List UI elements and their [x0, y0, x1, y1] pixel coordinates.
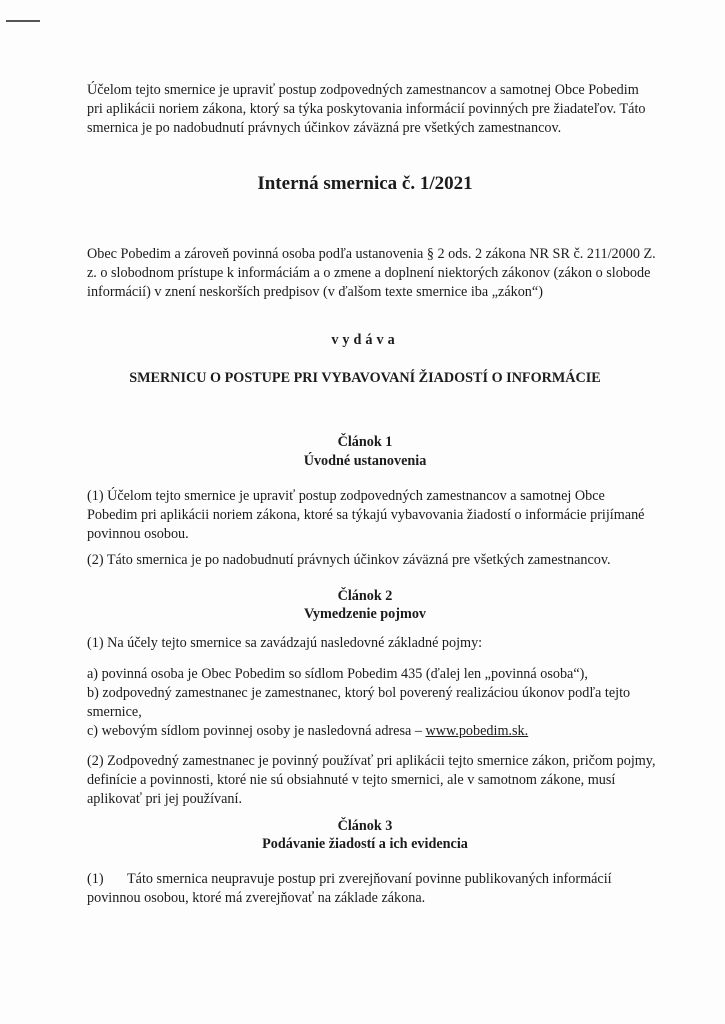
directive-heading: SMERNICU O POSTUPE PRI VYBAVOVANÍ ŽIADOSTÍ O INFORMÁCIE: [129, 370, 601, 386]
article-3-paragraph-1-number: (1): [87, 871, 104, 887]
scan-corner-mark: [6, 20, 40, 22]
item-c-text: c) webovým sídlom povinnej osoby je nasledovná adresa –: [87, 723, 426, 739]
article-2-item-c: [87, 722, 657, 741]
article-1-title: Úvodné ustanovenia: [303, 453, 427, 469]
article-2-item-a: a) povinná osoba je Obec Pobedim so sídlom Pobedim 435 (ďalej len „povinná osoba“),: [87, 666, 588, 682]
article-1-number: Článok 1: [337, 434, 393, 450]
article-3-paragraph-1: [87, 870, 657, 908]
article-3-number: Článok 3: [337, 818, 393, 834]
article-2-title: Vymedzenie pojmov: [303, 606, 427, 622]
article-2-number: Článok 2: [337, 588, 393, 604]
article-2-item-b: b) zodpovedný zamestnanec je zamestnanec, ktorý bol poverený realizáciou úkonov podľa tejto smernice,: [87, 685, 631, 720]
preamble-paragraph: Obec Pobedim a zároveň povinná osoba podľa ustanovenia § 2 ods. 2 zákona NR SR č. 211/2000 Z. z. o slobodnom prístupe k informáciám a o zmene a doplnení niektorých zákonov (zákon o slobode informácií) v znení neskorších predpisov (v ďalšom texte smernice iba „zákon“): [87, 246, 656, 300]
issues-word: vydáva: [331, 332, 399, 348]
article-3-paragraph-1-text: Táto smernica neupravuje postup pri zverejňovaní povinne publikovaných informácií povinnou osobou, ktoré má zverejňovať na základe zákona.: [87, 871, 612, 906]
document-title: Interná smernica č. 1/2021: [257, 173, 473, 194]
article-3-title: Podávanie žiadostí a ich evidencia: [262, 836, 468, 852]
website-link[interactable]: www.pobedim.sk.: [425, 723, 529, 739]
article-1-paragraph-1: (1) Účelom tejto smernice je upraviť postup zodpovedných zamestnancov a samotnej Obce Pobedim pri aplikácii noriem zákona, ktoré sa týkajú vybavovania žiadostí o informácie prijímané povinnou osobou.: [87, 488, 645, 542]
intro-paragraph: Účelom tejto smernice je upraviť postup zodpovedných zamestnancov a samotnej Obce Pobedim pri aplikácii noriem zákona, ktorý sa týka poskytovania informácií povinných pre žiadateľov. Táto smernica je po nadobudnutí právnych účinkov záväzná pre všetkých zamestnancov.: [87, 82, 646, 136]
article-2-paragraph-2: (2) Zodpovedný zamestnanec je povinný používať pri aplikácii tejto smernice zákon, pričom pojmy, definície a povinnosti, ktoré nie sú obsiahnuté v tejto smernici, ale v samotnom zákone, musí aplikovať pri jej používaní.: [87, 753, 656, 807]
article-2-paragraph-1: (1) Na účely tejto smernice sa zavádzajú nasledovné základné pojmy:: [87, 635, 483, 651]
article-1-paragraph-2: (2) Táto smernica je po nadobudnutí právnych účinkov záväzná pre všetkých zamestnancov.: [87, 552, 611, 568]
